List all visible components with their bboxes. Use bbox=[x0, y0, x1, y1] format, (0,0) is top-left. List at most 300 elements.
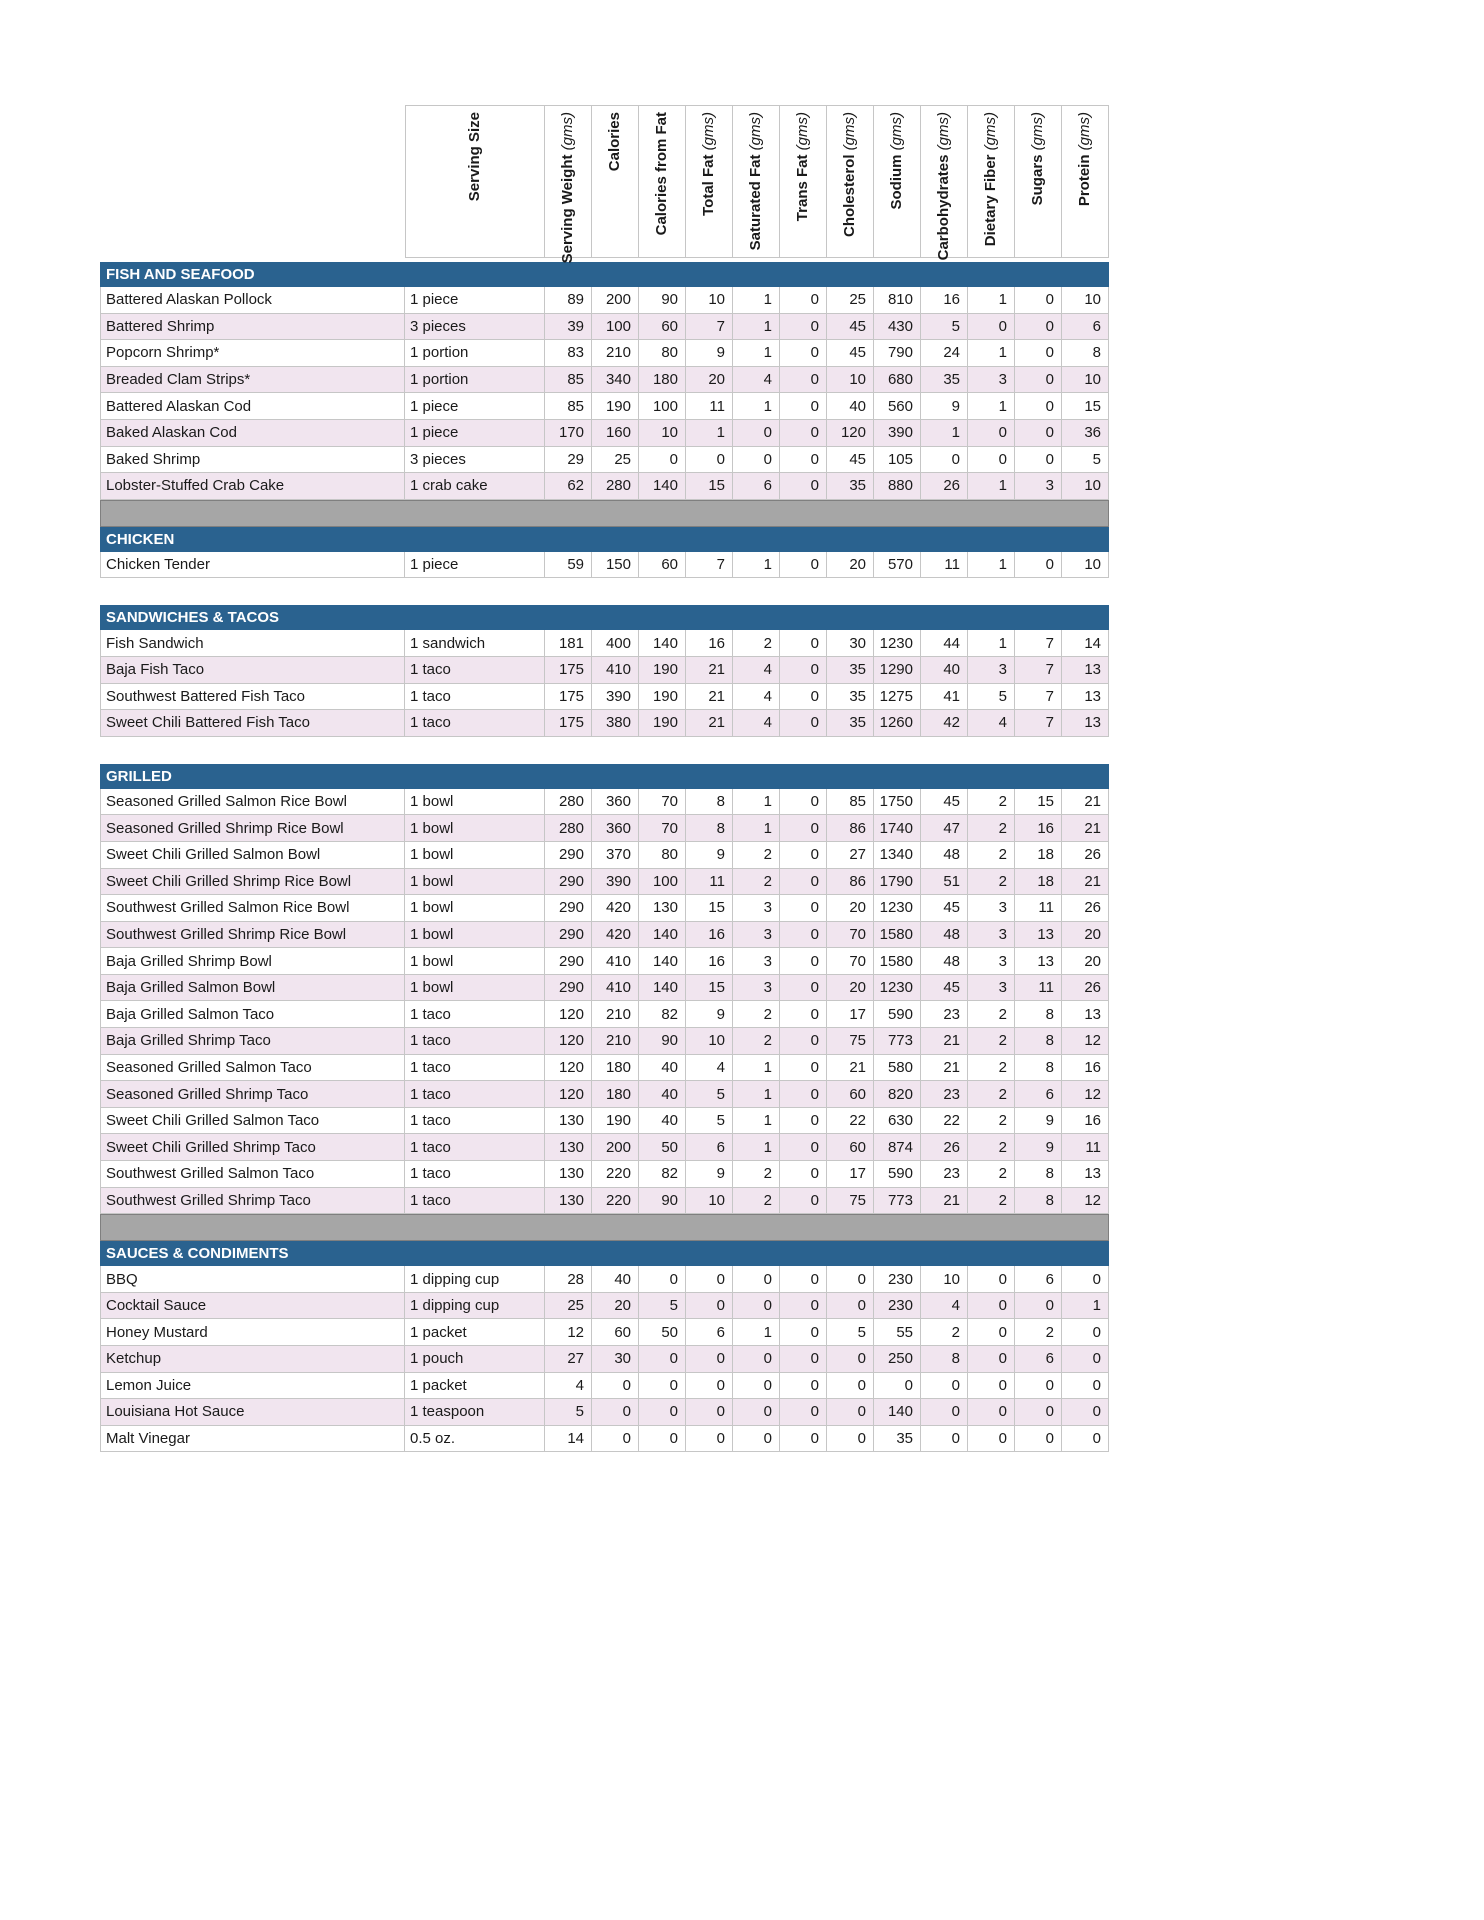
serving-size-cell: 1 taco bbox=[405, 1028, 545, 1055]
column-header-label bbox=[607, 112, 623, 171]
value-cell: 0 bbox=[780, 1188, 827, 1215]
column-header-row bbox=[100, 105, 1109, 264]
column-header-unit: (gms) bbox=[747, 112, 765, 151]
value-cell: 15 bbox=[686, 473, 733, 500]
value-cell: 100 bbox=[592, 314, 639, 341]
value-cell: 21 bbox=[1062, 815, 1109, 842]
value-cell: 20 bbox=[827, 975, 874, 1002]
value-cell: 60 bbox=[827, 1081, 874, 1108]
serving-size-cell: 1 dipping cup bbox=[405, 1293, 545, 1320]
column-header-dietary-fiber bbox=[968, 105, 1015, 258]
value-cell: 0 bbox=[733, 1346, 780, 1373]
value-cell: 26 bbox=[1062, 895, 1109, 922]
value-cell: 250 bbox=[874, 1346, 921, 1373]
column-header-total-fat bbox=[686, 105, 733, 258]
table-row bbox=[100, 1134, 1109, 1161]
value-cell: 8 bbox=[1015, 1028, 1062, 1055]
section-header-sandwiches-tacos: SANDWICHES & TACOS bbox=[100, 605, 1109, 630]
value-cell: 14 bbox=[1062, 630, 1109, 657]
serving-size-cell: 1 bowl bbox=[405, 869, 545, 896]
value-cell: 0 bbox=[780, 1161, 827, 1188]
column-header-label bbox=[795, 112, 811, 221]
value-cell: 10 bbox=[686, 287, 733, 314]
value-cell: 0 bbox=[780, 1028, 827, 1055]
column-header-label bbox=[748, 112, 764, 250]
value-cell: 15 bbox=[1062, 393, 1109, 420]
value-cell: 13 bbox=[1062, 684, 1109, 711]
table-row bbox=[100, 789, 1109, 816]
item-name-cell: Southwest Grilled Shrimp Rice Bowl bbox=[100, 922, 405, 949]
serving-size-cell: 1 sandwich bbox=[405, 630, 545, 657]
column-header-sugars bbox=[1015, 105, 1062, 258]
value-cell: 0 bbox=[733, 1266, 780, 1293]
value-cell: 20 bbox=[827, 895, 874, 922]
value-cell: 16 bbox=[1015, 815, 1062, 842]
value-cell: 85 bbox=[827, 789, 874, 816]
value-cell: 11 bbox=[1015, 975, 1062, 1002]
value-cell: 140 bbox=[639, 630, 686, 657]
value-cell: 1230 bbox=[874, 895, 921, 922]
table-row bbox=[100, 393, 1109, 420]
value-cell: 0 bbox=[780, 1293, 827, 1320]
column-header-text: Calories bbox=[606, 112, 624, 172]
column-header-text: Sugars bbox=[1029, 150, 1047, 206]
value-cell: 0 bbox=[827, 1346, 874, 1373]
value-cell: 590 bbox=[874, 1001, 921, 1028]
value-cell: 26 bbox=[1062, 842, 1109, 869]
table-row bbox=[100, 1108, 1109, 1135]
value-cell: 790 bbox=[874, 340, 921, 367]
value-cell: 410 bbox=[592, 657, 639, 684]
table-row bbox=[100, 895, 1109, 922]
value-cell: 0 bbox=[780, 1108, 827, 1135]
table-row bbox=[100, 1399, 1109, 1426]
value-cell: 1290 bbox=[874, 657, 921, 684]
value-cell: 6 bbox=[1062, 314, 1109, 341]
value-cell: 1740 bbox=[874, 815, 921, 842]
value-cell: 0 bbox=[780, 710, 827, 737]
value-cell: 360 bbox=[592, 815, 639, 842]
value-cell: 130 bbox=[639, 895, 686, 922]
value-cell: 0 bbox=[780, 789, 827, 816]
serving-size-cell: 1 taco bbox=[405, 657, 545, 684]
serving-size-cell: 1 bowl bbox=[405, 789, 545, 816]
table-row bbox=[100, 473, 1109, 500]
value-cell: 0 bbox=[780, 922, 827, 949]
value-cell: 0 bbox=[780, 1319, 827, 1346]
value-cell: 0 bbox=[1015, 447, 1062, 474]
serving-size-cell: 1 taco bbox=[405, 1188, 545, 1215]
value-cell: 2 bbox=[968, 1161, 1015, 1188]
column-header-unit: (gms) bbox=[982, 112, 1000, 151]
serving-size-cell: 1 bowl bbox=[405, 895, 545, 922]
value-cell: 5 bbox=[1062, 447, 1109, 474]
value-cell: 7 bbox=[1015, 657, 1062, 684]
value-cell: 40 bbox=[639, 1108, 686, 1135]
value-cell: 0 bbox=[686, 1293, 733, 1320]
table-row bbox=[100, 1081, 1109, 1108]
value-cell: 6 bbox=[1015, 1081, 1062, 1108]
value-cell: 773 bbox=[874, 1188, 921, 1215]
value-cell: 0 bbox=[827, 1373, 874, 1400]
value-cell: 40 bbox=[592, 1266, 639, 1293]
value-cell: 21 bbox=[686, 710, 733, 737]
item-name-cell: Seasoned Grilled Salmon Rice Bowl bbox=[100, 789, 405, 816]
value-cell: 380 bbox=[592, 710, 639, 737]
value-cell: 0 bbox=[780, 1055, 827, 1082]
value-cell: 3 bbox=[733, 895, 780, 922]
item-name-cell: Southwest Grilled Salmon Rice Bowl bbox=[100, 895, 405, 922]
value-cell: 20 bbox=[1062, 922, 1109, 949]
table-row bbox=[100, 552, 1109, 579]
serving-size-cell: 1 taco bbox=[405, 1001, 545, 1028]
value-cell: 1 bbox=[968, 473, 1015, 500]
value-cell: 13 bbox=[1015, 922, 1062, 949]
value-cell: 16 bbox=[686, 922, 733, 949]
item-name-cell: Louisiana Hot Sauce bbox=[100, 1399, 405, 1426]
value-cell: 90 bbox=[639, 1188, 686, 1215]
value-cell: 0 bbox=[639, 1399, 686, 1426]
value-cell: 0 bbox=[968, 1399, 1015, 1426]
value-cell: 1790 bbox=[874, 869, 921, 896]
column-header-unit: (gms) bbox=[559, 112, 577, 151]
value-cell: 26 bbox=[1062, 975, 1109, 1002]
value-cell: 810 bbox=[874, 287, 921, 314]
value-cell: 41 bbox=[921, 684, 968, 711]
serving-size-cell: 1 pouch bbox=[405, 1346, 545, 1373]
serving-size-cell: 1 packet bbox=[405, 1319, 545, 1346]
table-row bbox=[100, 1028, 1109, 1055]
item-name-cell: Baja Grilled Shrimp Taco bbox=[100, 1028, 405, 1055]
value-cell: 630 bbox=[874, 1108, 921, 1135]
value-cell: 11 bbox=[1015, 895, 1062, 922]
value-cell: 175 bbox=[545, 657, 592, 684]
value-cell: 9 bbox=[1015, 1108, 1062, 1135]
table-row bbox=[100, 1319, 1109, 1346]
section-spacer-gray bbox=[100, 500, 1109, 527]
value-cell: 0 bbox=[686, 1399, 733, 1426]
table-row bbox=[100, 684, 1109, 711]
value-cell: 4 bbox=[733, 684, 780, 711]
column-header-cholesterol bbox=[827, 105, 874, 258]
value-cell: 120 bbox=[545, 1081, 592, 1108]
table-row bbox=[100, 1266, 1109, 1293]
value-cell: 0 bbox=[686, 447, 733, 474]
value-cell: 12 bbox=[1062, 1028, 1109, 1055]
value-cell: 1275 bbox=[874, 684, 921, 711]
value-cell: 25 bbox=[827, 287, 874, 314]
value-cell: 1260 bbox=[874, 710, 921, 737]
value-cell: 42 bbox=[921, 710, 968, 737]
value-cell: 0 bbox=[780, 657, 827, 684]
column-header-label bbox=[701, 112, 717, 216]
value-cell: 210 bbox=[592, 340, 639, 367]
value-cell: 8 bbox=[686, 789, 733, 816]
item-name-cell: Sweet Chili Grilled Salmon Taco bbox=[100, 1108, 405, 1135]
column-header-unit: (gms) bbox=[935, 112, 953, 151]
value-cell: 120 bbox=[545, 1028, 592, 1055]
value-cell: 0 bbox=[968, 447, 1015, 474]
item-name-cell: Sweet Chili Grilled Shrimp Rice Bowl bbox=[100, 869, 405, 896]
value-cell: 5 bbox=[545, 1399, 592, 1426]
value-cell: 1 bbox=[733, 393, 780, 420]
value-cell: 2 bbox=[733, 869, 780, 896]
value-cell: 290 bbox=[545, 922, 592, 949]
serving-size-cell: 1 portion bbox=[405, 340, 545, 367]
value-cell: 9 bbox=[686, 1161, 733, 1188]
value-cell: 18 bbox=[1015, 842, 1062, 869]
column-header-unit: (gms) bbox=[1029, 112, 1047, 151]
value-cell: 0 bbox=[968, 1266, 1015, 1293]
nutrition-table bbox=[100, 105, 1109, 1452]
value-cell: 35 bbox=[827, 473, 874, 500]
value-cell: 360 bbox=[592, 789, 639, 816]
value-cell: 0 bbox=[780, 1001, 827, 1028]
value-cell: 0 bbox=[639, 1266, 686, 1293]
value-cell: 0 bbox=[827, 1266, 874, 1293]
item-name-cell: Battered Shrimp bbox=[100, 314, 405, 341]
value-cell: 175 bbox=[545, 684, 592, 711]
value-cell: 2 bbox=[733, 1028, 780, 1055]
serving-size-cell: 3 pieces bbox=[405, 447, 545, 474]
column-header-calories bbox=[592, 105, 639, 258]
value-cell: 26 bbox=[921, 473, 968, 500]
item-name-cell: Fish Sandwich bbox=[100, 630, 405, 657]
value-cell: 36 bbox=[1062, 420, 1109, 447]
value-cell: 290 bbox=[545, 948, 592, 975]
value-cell: 35 bbox=[827, 710, 874, 737]
value-cell: 35 bbox=[874, 1426, 921, 1453]
value-cell: 0 bbox=[1015, 1399, 1062, 1426]
value-cell: 12 bbox=[545, 1319, 592, 1346]
value-cell: 48 bbox=[921, 842, 968, 869]
value-cell: 0 bbox=[1015, 367, 1062, 394]
value-cell: 59 bbox=[545, 552, 592, 579]
value-cell: 3 bbox=[968, 948, 1015, 975]
value-cell: 100 bbox=[639, 393, 686, 420]
value-cell: 8 bbox=[1062, 340, 1109, 367]
value-cell: 0 bbox=[686, 1426, 733, 1453]
value-cell: 60 bbox=[639, 314, 686, 341]
value-cell: 140 bbox=[639, 975, 686, 1002]
value-cell: 13 bbox=[1062, 710, 1109, 737]
value-cell: 85 bbox=[545, 393, 592, 420]
item-name-cell: Honey Mustard bbox=[100, 1319, 405, 1346]
value-cell: 1580 bbox=[874, 948, 921, 975]
serving-size-cell: 1 piece bbox=[405, 552, 545, 579]
value-cell: 0 bbox=[780, 815, 827, 842]
value-cell: 1 bbox=[733, 1055, 780, 1082]
value-cell: 70 bbox=[639, 789, 686, 816]
value-cell: 3 bbox=[733, 922, 780, 949]
value-cell: 370 bbox=[592, 842, 639, 869]
value-cell: 570 bbox=[874, 552, 921, 579]
value-cell: 3 bbox=[733, 975, 780, 1002]
value-cell: 5 bbox=[827, 1319, 874, 1346]
value-cell: 2 bbox=[733, 630, 780, 657]
value-cell: 16 bbox=[921, 287, 968, 314]
value-cell: 6 bbox=[686, 1319, 733, 1346]
item-name-cell: Baja Grilled Salmon Bowl bbox=[100, 975, 405, 1002]
value-cell: 45 bbox=[921, 975, 968, 1002]
value-cell: 1580 bbox=[874, 922, 921, 949]
serving-size-cell: 1 piece bbox=[405, 420, 545, 447]
value-cell: 24 bbox=[921, 340, 968, 367]
table-row bbox=[100, 1161, 1109, 1188]
value-cell: 25 bbox=[545, 1293, 592, 1320]
value-cell: 48 bbox=[921, 922, 968, 949]
value-cell: 5 bbox=[921, 314, 968, 341]
value-cell: 9 bbox=[921, 393, 968, 420]
value-cell: 89 bbox=[545, 287, 592, 314]
value-cell: 0 bbox=[780, 552, 827, 579]
table-row bbox=[100, 1346, 1109, 1373]
value-cell: 280 bbox=[545, 815, 592, 842]
column-header-calories-from-fat bbox=[639, 105, 686, 258]
value-cell: 50 bbox=[639, 1319, 686, 1346]
value-cell: 0 bbox=[686, 1266, 733, 1293]
section-header-grilled: GRILLED bbox=[100, 764, 1109, 789]
column-header-label bbox=[560, 112, 576, 263]
value-cell: 390 bbox=[592, 869, 639, 896]
value-cell: 47 bbox=[921, 815, 968, 842]
table-row bbox=[100, 815, 1109, 842]
value-cell: 0 bbox=[968, 1319, 1015, 1346]
value-cell: 80 bbox=[639, 340, 686, 367]
value-cell: 410 bbox=[592, 948, 639, 975]
value-cell: 0 bbox=[1062, 1426, 1109, 1453]
value-cell: 0 bbox=[827, 1426, 874, 1453]
value-cell: 1 bbox=[968, 552, 1015, 579]
value-cell: 8 bbox=[1015, 1161, 1062, 1188]
value-cell: 420 bbox=[592, 922, 639, 949]
value-cell: 1 bbox=[968, 393, 1015, 420]
value-cell: 0 bbox=[968, 1373, 1015, 1400]
value-cell: 90 bbox=[639, 1028, 686, 1055]
serving-size-cell: 1 piece bbox=[405, 287, 545, 314]
value-cell: 0 bbox=[780, 895, 827, 922]
value-cell: 11 bbox=[1062, 1134, 1109, 1161]
item-name-cell: Popcorn Shrimp* bbox=[100, 340, 405, 367]
value-cell: 0 bbox=[827, 1293, 874, 1320]
value-cell: 62 bbox=[545, 473, 592, 500]
value-cell: 4 bbox=[733, 367, 780, 394]
section-header-chicken: CHICKEN bbox=[100, 527, 1109, 552]
value-cell: 16 bbox=[686, 630, 733, 657]
value-cell: 0 bbox=[1062, 1266, 1109, 1293]
value-cell: 1 bbox=[686, 420, 733, 447]
column-header-saturated-fat bbox=[733, 105, 780, 258]
value-cell: 200 bbox=[592, 287, 639, 314]
value-cell: 0 bbox=[780, 314, 827, 341]
value-cell: 1 bbox=[968, 630, 1015, 657]
value-cell: 3 bbox=[968, 367, 1015, 394]
value-cell: 3 bbox=[968, 657, 1015, 684]
value-cell: 0 bbox=[780, 1426, 827, 1453]
value-cell: 0 bbox=[1062, 1346, 1109, 1373]
table-row bbox=[100, 1001, 1109, 1028]
column-header-label bbox=[842, 112, 858, 237]
column-header-protein bbox=[1062, 105, 1109, 258]
value-cell: 820 bbox=[874, 1081, 921, 1108]
table-row bbox=[100, 922, 1109, 949]
value-cell: 0 bbox=[968, 1346, 1015, 1373]
column-header-label bbox=[1077, 112, 1093, 206]
value-cell: 7 bbox=[1015, 684, 1062, 711]
value-cell: 100 bbox=[639, 869, 686, 896]
value-cell: 5 bbox=[686, 1081, 733, 1108]
value-cell: 8 bbox=[921, 1346, 968, 1373]
value-cell: 1340 bbox=[874, 842, 921, 869]
value-cell: 10 bbox=[921, 1266, 968, 1293]
value-cell: 0 bbox=[639, 1373, 686, 1400]
value-cell: 190 bbox=[639, 684, 686, 711]
value-cell: 60 bbox=[827, 1134, 874, 1161]
value-cell: 220 bbox=[592, 1161, 639, 1188]
value-cell: 0 bbox=[780, 869, 827, 896]
header-spacer bbox=[100, 105, 405, 258]
item-name-cell: Sweet Chili Battered Fish Taco bbox=[100, 710, 405, 737]
value-cell: 1 bbox=[968, 287, 1015, 314]
value-cell: 2 bbox=[921, 1319, 968, 1346]
value-cell: 29 bbox=[545, 447, 592, 474]
column-header-text: Protein bbox=[1076, 150, 1094, 207]
value-cell: 2 bbox=[968, 1134, 1015, 1161]
column-header-text: Carbohydrates bbox=[935, 150, 953, 261]
column-header-carbohydrates bbox=[921, 105, 968, 261]
value-cell: 40 bbox=[921, 657, 968, 684]
value-cell: 180 bbox=[592, 1081, 639, 1108]
value-cell: 23 bbox=[921, 1081, 968, 1108]
value-cell: 410 bbox=[592, 975, 639, 1002]
value-cell: 210 bbox=[592, 1001, 639, 1028]
value-cell: 130 bbox=[545, 1188, 592, 1215]
value-cell: 10 bbox=[1062, 287, 1109, 314]
value-cell: 45 bbox=[921, 895, 968, 922]
value-cell: 45 bbox=[827, 340, 874, 367]
value-cell: 0 bbox=[968, 420, 1015, 447]
value-cell: 22 bbox=[921, 1108, 968, 1135]
value-cell: 8 bbox=[1015, 1188, 1062, 1215]
serving-size-cell: 1 bowl bbox=[405, 815, 545, 842]
value-cell: 150 bbox=[592, 552, 639, 579]
value-cell: 105 bbox=[874, 447, 921, 474]
column-header-serving-weight bbox=[545, 105, 592, 264]
value-cell: 0 bbox=[1062, 1319, 1109, 1346]
value-cell: 0 bbox=[639, 447, 686, 474]
value-cell: 30 bbox=[827, 630, 874, 657]
value-cell: 181 bbox=[545, 630, 592, 657]
value-cell: 21 bbox=[921, 1028, 968, 1055]
item-name-cell: Southwest Grilled Shrimp Taco bbox=[100, 1188, 405, 1215]
value-cell: 0 bbox=[968, 1426, 1015, 1453]
table-row bbox=[100, 1373, 1109, 1400]
value-cell: 190 bbox=[639, 657, 686, 684]
value-cell: 0 bbox=[780, 684, 827, 711]
item-name-cell: Breaded Clam Strips* bbox=[100, 367, 405, 394]
value-cell: 80 bbox=[639, 842, 686, 869]
table-row bbox=[100, 975, 1109, 1002]
value-cell: 6 bbox=[1015, 1346, 1062, 1373]
column-header-unit: (gms) bbox=[794, 112, 812, 151]
value-cell: 20 bbox=[592, 1293, 639, 1320]
column-header-text: Serving Weight bbox=[559, 150, 577, 264]
table-row bbox=[100, 869, 1109, 896]
column-header-trans-fat bbox=[780, 105, 827, 258]
value-cell: 27 bbox=[545, 1346, 592, 1373]
value-cell: 2 bbox=[968, 789, 1015, 816]
value-cell: 0 bbox=[1015, 340, 1062, 367]
